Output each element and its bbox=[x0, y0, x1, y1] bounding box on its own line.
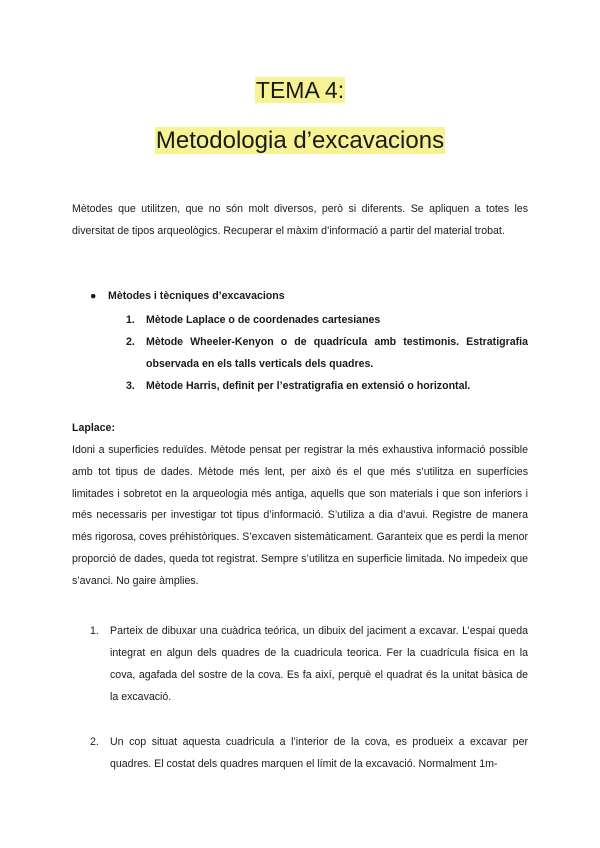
methods-heading: Mètodes i tècniques d’excavacions bbox=[108, 290, 285, 302]
title-topic: TEMA 4: bbox=[255, 77, 345, 103]
step-number: 1. bbox=[90, 625, 99, 637]
title-line-1 bbox=[0, 76, 600, 104]
intro-paragraph: Mètodes que utilitzen, que no són molt diversos, però si diferents. Se apliquen a totes les diversitat de tipos arqueològics. Recuperar el màxim d’informació a partir del material trobat. bbox=[72, 203, 528, 237]
laplace-heading: Laplace: bbox=[72, 422, 115, 434]
method-text: Mètode Harris, definit per l’estratigrafia en extensió o horizontal. bbox=[146, 380, 471, 392]
title-subject: Metodologia d’excavacions bbox=[155, 127, 445, 154]
step-number: 2. bbox=[90, 736, 99, 748]
method-item bbox=[126, 375, 528, 397]
method-number: 2. bbox=[126, 336, 135, 348]
laplace-step bbox=[90, 731, 528, 775]
method-number: 1. bbox=[126, 314, 135, 326]
bullet-icon: ● bbox=[90, 290, 97, 302]
step-text: Un cop situat aquesta cuadricula a l’interior de la cova, es produeix a excavar per quadres. El costat dels quadres marquen el límit de la excavació. Normalment 1m- bbox=[110, 736, 528, 770]
title-line-2 bbox=[0, 125, 600, 157]
method-text: Mètode Laplace o de coordenades cartesianes bbox=[146, 314, 381, 326]
method-item bbox=[126, 331, 528, 375]
method-text: Mètode Wheeler-Kenyon o de quadrícula amb testimonis. Estratigrafia observada en els talls verticals dels quadres. bbox=[146, 336, 528, 370]
step-text: Parteix de dibuxar una cuàdrica teórica, un dibuix del jaciment a excavar. L’espai queda integrat en algun dels quadres de la cuadricula teorica. Fer la cuadrícula física en la cova, agafada del sostre de la cova. Es fa així, perquè el quadrat és la unitat bàsica de la excavació. bbox=[110, 625, 528, 703]
laplace-paragraph: Idoni a superficies reduïdes. Mètode pensat per registrar la més exhaustiva informació possible amb tot tipus de dades. Mètode més lent, per això és el que més s’utilitza en superfícies limitades i sobretot en la arqueologia més antiga, aquells que son materials i que son inferiors i més necessaris per investigar tot tipus d’informació. S’utiliza a dia d’avui. Registre de manera més rigorosa, coves préhistòriques. S’excaven sistemàticament. Garanteix que es perdi la menor proporció de dades, queda tot registrat. Sempre s’utilitza en superficie limitada. No impedeix que s’avanci. No gaire àmplies. bbox=[72, 444, 528, 587]
laplace-step bbox=[90, 620, 528, 708]
method-item bbox=[126, 309, 528, 331]
method-number: 3. bbox=[126, 380, 135, 392]
